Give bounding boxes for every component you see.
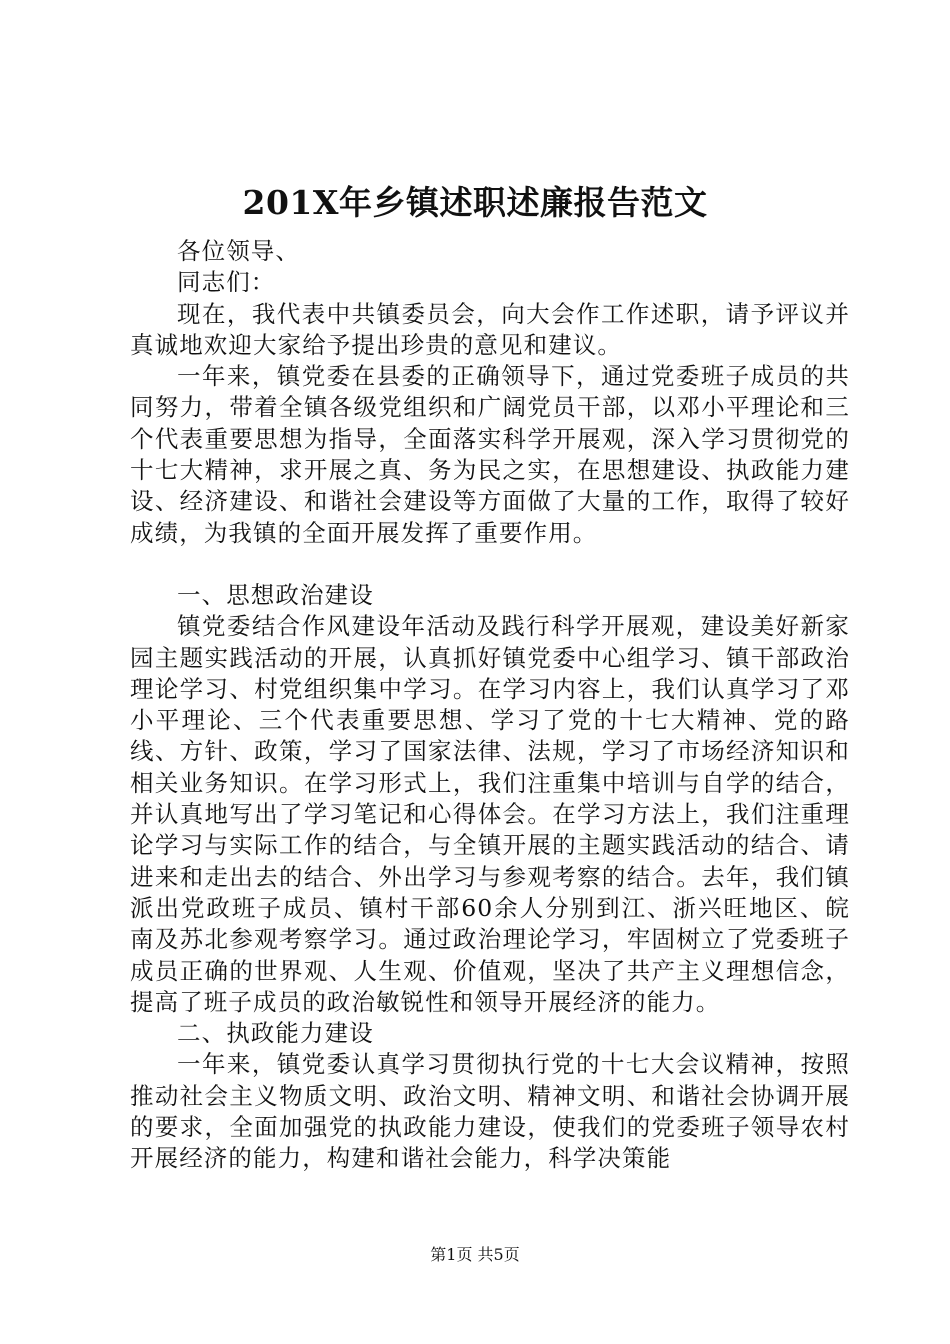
intro-paragraph: 现在，我代表中共镇委员会，向大会作工作述职，请予评议并真诚地欢迎大家给予提出珍贵的意见和建议。 bbox=[130, 299, 850, 359]
document-body bbox=[130, 236, 850, 1175]
governance-paragraph: 一年来，镇党委认真学习贯彻执行党的十七大会议精神，按照推动社会主义物质文明、政治文明、精神文明、和谐社会协调开展的要求，全面加强党的执政能力建设，使我们的党委班子领导农村开展经济的能力，构建和谐社会能力，科学决策能 bbox=[130, 1050, 850, 1173]
ideology-paragraph: 镇党委结合作风建设年活动及践行科学开展观，建设美好新家园主题实践活动的开展，认真抓好镇党委中心组学习、镇干部政治理论学习、村党组织集中学习。在学习内容上，我们认真学习了邓小平理论、三个代表重要思想、学习了党的十七大精神、党的路线、方针、政策，学习了国家法律、法规，学习了市场经济知识和相关业务知识。在学习形式上，我们注重集中培训与自学的结合，并认真地写出了学习笔记和心得体会。在学习方法上，我们注重理论学习与实际工作的结合，与全镇开展的主题实践活动的结合、请进来和走出去的结合、外出学习与参观考察的结合。去年，我们镇派出党政班子成员、镇村干部60余人分别到江、浙兴旺地区、皖南及苏北参观考察学习。通过政治理论学习，牢固树立了党委班子成员正确的世界观、人生观、价值观，坚决了共产主义理想信念，提高了班子成员的政治敏锐性和领导开展经济的能力。 bbox=[130, 612, 850, 1016]
salutation-comrades: 同志们： bbox=[177, 268, 276, 297]
page-footer: 第1页 共5页 bbox=[430, 1245, 520, 1264]
section-heading-governance: 二、执政能力建设 bbox=[177, 1019, 374, 1048]
document-title: 201X年乡镇述职述廉报告范文 bbox=[242, 183, 708, 222]
summary-paragraph: 一年来，镇党委在县委的正确领导下，通过党委班子成员的共同努力，带着全镇各级党组织和广阔党员干部，以邓小平理论和三个代表重要思想为指导，全面落实科学开展观，深入学习贯彻党的十七大精神，求开展之真、务为民之实，在思想建设、执政能力建设、经济建设、和谐社会建设等方面做了大量的工作，取得了较好成绩，为我镇的全面开展发挥了重要作用。 bbox=[130, 362, 850, 547]
salutation-leaders: 各位领导、 bbox=[177, 237, 300, 265]
section-heading-ideology: 一、思想政治建设 bbox=[177, 580, 374, 609]
